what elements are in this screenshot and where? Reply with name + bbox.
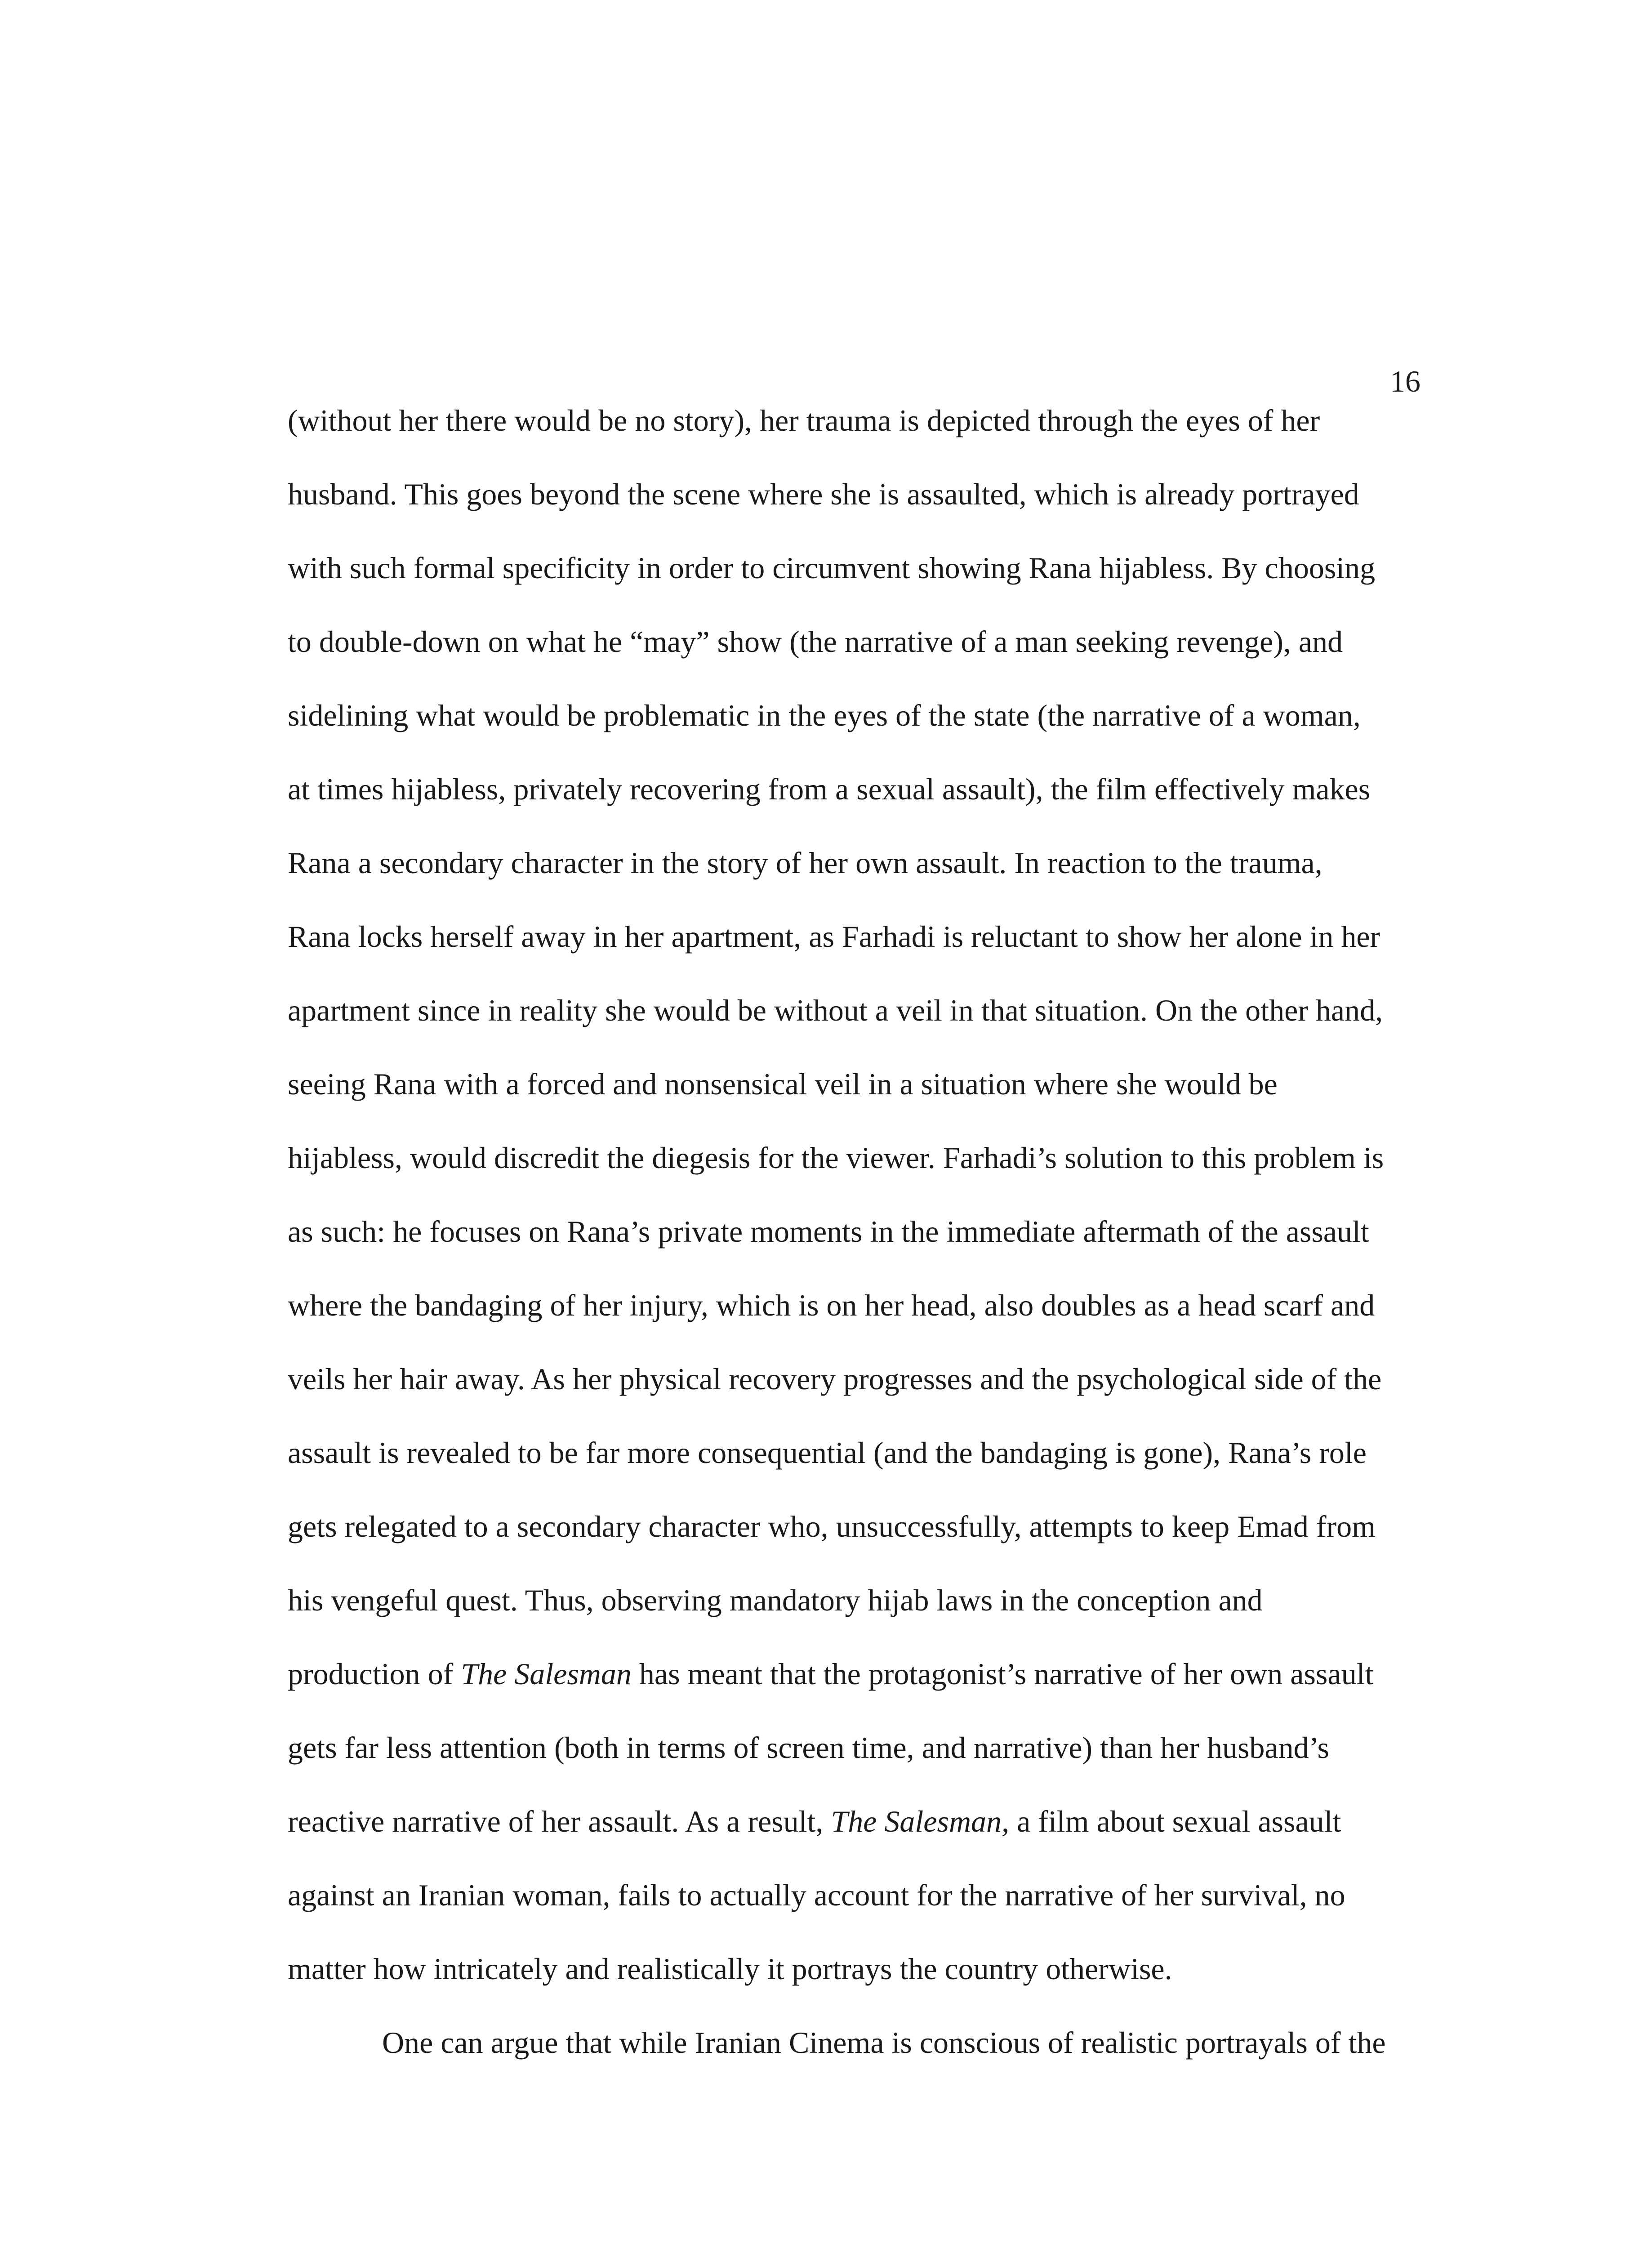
text-line: veils her hair away. As her physical recovery progresses and the psychological side of the <box>288 1362 1382 1396</box>
text-segment: a film about sexual assault <box>1009 1804 1341 1838</box>
text-line: at times hijabless, privately recovering from a sexual assault), the film effectively makes <box>288 772 1371 806</box>
film-title: The Salesman, <box>831 1804 1010 1838</box>
text-line: to double-down on what he “may” show (the narrative of a man seeking revenge), and <box>288 624 1343 659</box>
text-line: seeing Rana with a forced and nonsensical veil in a situation where she would be <box>288 1067 1278 1101</box>
text-segment: has meant that the protagonist’s narrative of her own assault <box>631 1657 1374 1691</box>
text-line: Rana a secondary character in the story of her own assault. In reaction to the trauma, <box>288 846 1322 880</box>
text-line: gets far less attention (both in terms of screen time, and narrative) than her husband’s <box>288 1731 1329 1765</box>
text-line <box>288 1803 1429 1877</box>
text-line: against an Iranian woman, fails to actually account for the narrative of her survival, no <box>288 1878 1345 1912</box>
text-line: apartment since in reality she would be without a veil in that situation. On the other hand, <box>288 993 1383 1027</box>
text-line: assault is revealed to be far more consequential (and the bandaging is gone), Rana’s role <box>288 1436 1367 1470</box>
text-line: matter how intricately and realistically it portrays the country otherwise. <box>288 1952 1172 1986</box>
text-line: his vengeful quest. Thus, observing mandatory hijab laws in the conception and <box>288 1583 1263 1617</box>
text-line: hijabless, would discredit the diegesis for the viewer. Farhadi’s solution to this problem is <box>288 1141 1384 1175</box>
text-line: Rana locks herself away in her apartment, as Farhadi is reluctant to show her alone in her <box>288 919 1380 954</box>
paragraph-start-line: One can argue that while Iranian Cinema is conscious of realistic portrayals of the <box>382 2025 1386 2060</box>
page-number: 16 <box>1390 364 1420 398</box>
film-title: The Salesman <box>461 1657 632 1691</box>
text-line: where the bandaging of her injury, which is on her head, also doubles as a head scarf and <box>288 1288 1375 1322</box>
text-line: gets relegated to a secondary character who, unsuccessfully, attempts to keep Emad from <box>288 1509 1376 1543</box>
text-line: as such: he focuses on Rana’s private moments in the immediate aftermath of the assault <box>288 1214 1369 1249</box>
text-line: sidelining what would be problematic in the eyes of the state (the narrative of a woman, <box>288 698 1361 732</box>
text-segment: reactive narrative of her assault. As a result, <box>288 1804 831 1838</box>
text-line: with such formal specificity in order to circumvent showing Rana hijabless. By choosing <box>288 551 1376 585</box>
text-segment: production of <box>288 1657 461 1691</box>
text-line: husband. This goes beyond the scene where she is assaulted, which is already portrayed <box>288 477 1359 511</box>
text-line <box>288 1656 1429 1730</box>
body-text <box>288 402 1429 2098</box>
text-line: (without her there would be no story), her trauma is depicted through the eyes of her <box>288 403 1320 437</box>
